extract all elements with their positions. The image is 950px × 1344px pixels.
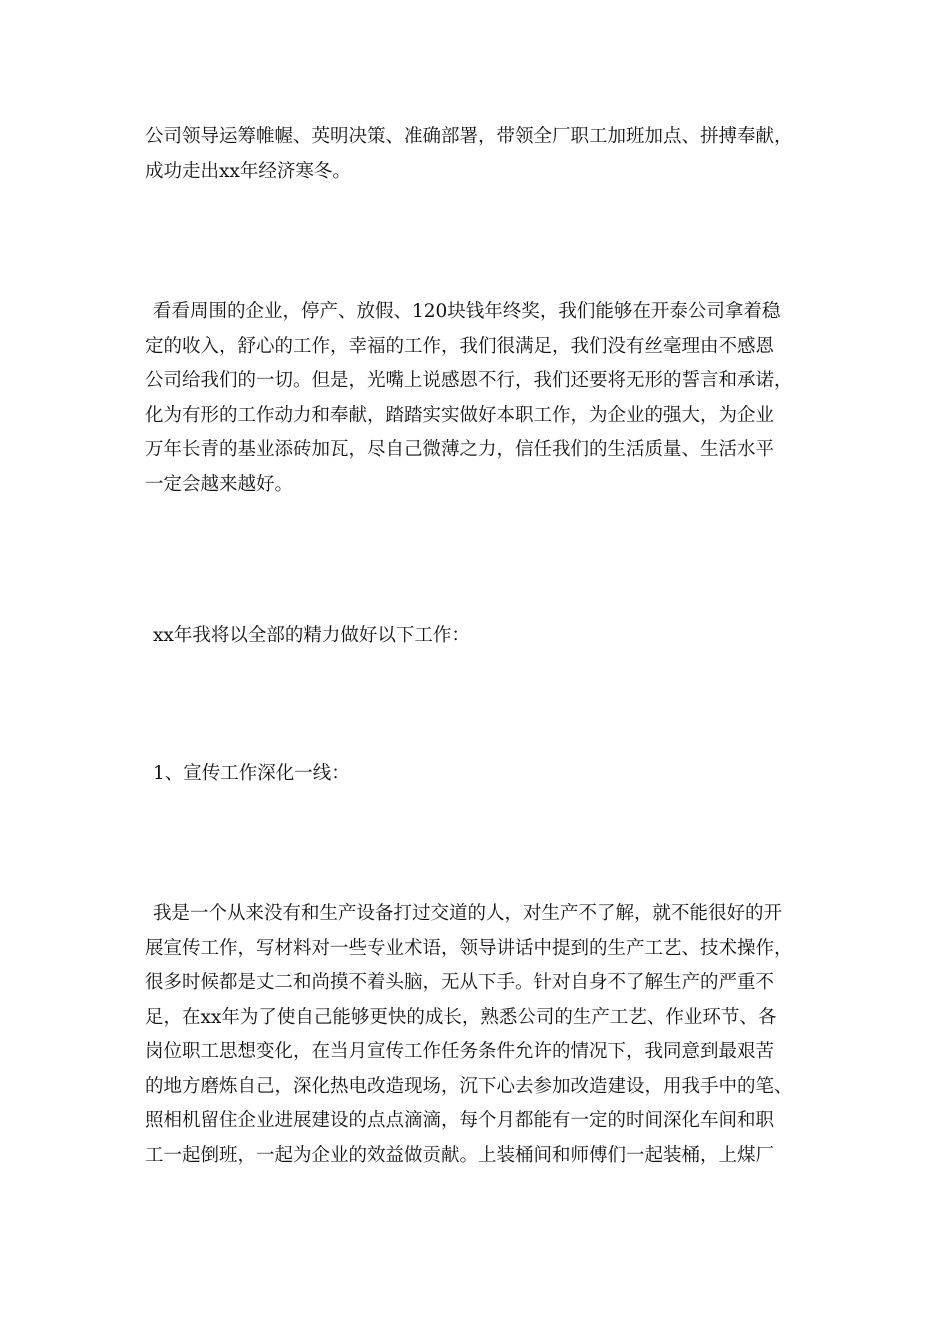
paragraph-line: xx年我将以全部的精力做好以下工作：: [153, 625, 470, 646]
section-heading: 1、宣传工作深化一线：: [153, 763, 350, 784]
paragraph-line: 岗位职工思想变化，在当月宣传工作任务条件允许的情况下，我同意到最艰苦: [145, 1041, 775, 1062]
paragraph-line: 照相机留住企业进展建设的点点滴滴，每个月都能有一定的时间深化车间和职: [145, 1110, 775, 1131]
paragraph-line: 的地方磨炼自己，深化热电改造现场，沉下心去参加改造建设，用我手中的笔、: [145, 1075, 793, 1097]
paragraph-line: 定的收入，舒心的工作，幸福的工作，我们很满足，我们没有丝毫理由不感恩: [145, 335, 775, 357]
paragraph-line: 公司领导运筹帷幄、英明决策、准确部署，带领全厂职工加班加点、拼搏奉献，: [145, 126, 793, 147]
paragraph-line: 展宣传工作，写材料对一些专业术语，领导讲话中提到的生产工艺、技术操作，: [145, 937, 793, 959]
paragraph-4: [145, 757, 815, 792]
paragraph-line: 工一起倒班，一起为企业的效益做贡献。上装桶间和师傅们一起装桶，上煤厂: [145, 1144, 775, 1166]
paragraph-line: 足，在xx年为了使自己能够更快的成长，熟悉公司的生产工艺、作业环节、各: [145, 1006, 777, 1028]
paragraph-line: 我是一个从来没有和生产设备打过交道的人，对生产不了解，就不能很好的开: [153, 903, 783, 924]
paragraph-line: 成功走出xx年经济寒冬。: [145, 160, 351, 182]
paragraph-2: [145, 295, 815, 502]
paragraph-line: 公司给我们的一切。但是，光嘴上说感恩不行，我们还要将无形的誓言和承诺，: [145, 370, 793, 391]
paragraph-line: 一定会越来越好。: [145, 473, 294, 495]
paragraph-line: 看看周围的企业，停产、放假、120块钱年终奖，我们能够在开泰公司拿着稳: [153, 301, 781, 322]
paragraph-3: [145, 619, 815, 654]
paragraph-1: [145, 120, 815, 189]
paragraph-5: [145, 897, 815, 1173]
paragraph-line: 很多时候都是丈二和尚摸不着头脑，无从下手。针对自身不了解生产的严重不: [145, 972, 775, 993]
paragraph-line: 万年长青的基业添砖加瓦，尽自己微薄之力，信任我们的生活质量、生活水平: [145, 439, 775, 460]
paragraph-line: 化为有形的工作动力和奉献，踏踏实实做好本职工作，为企业的强大，为企业: [145, 404, 775, 426]
